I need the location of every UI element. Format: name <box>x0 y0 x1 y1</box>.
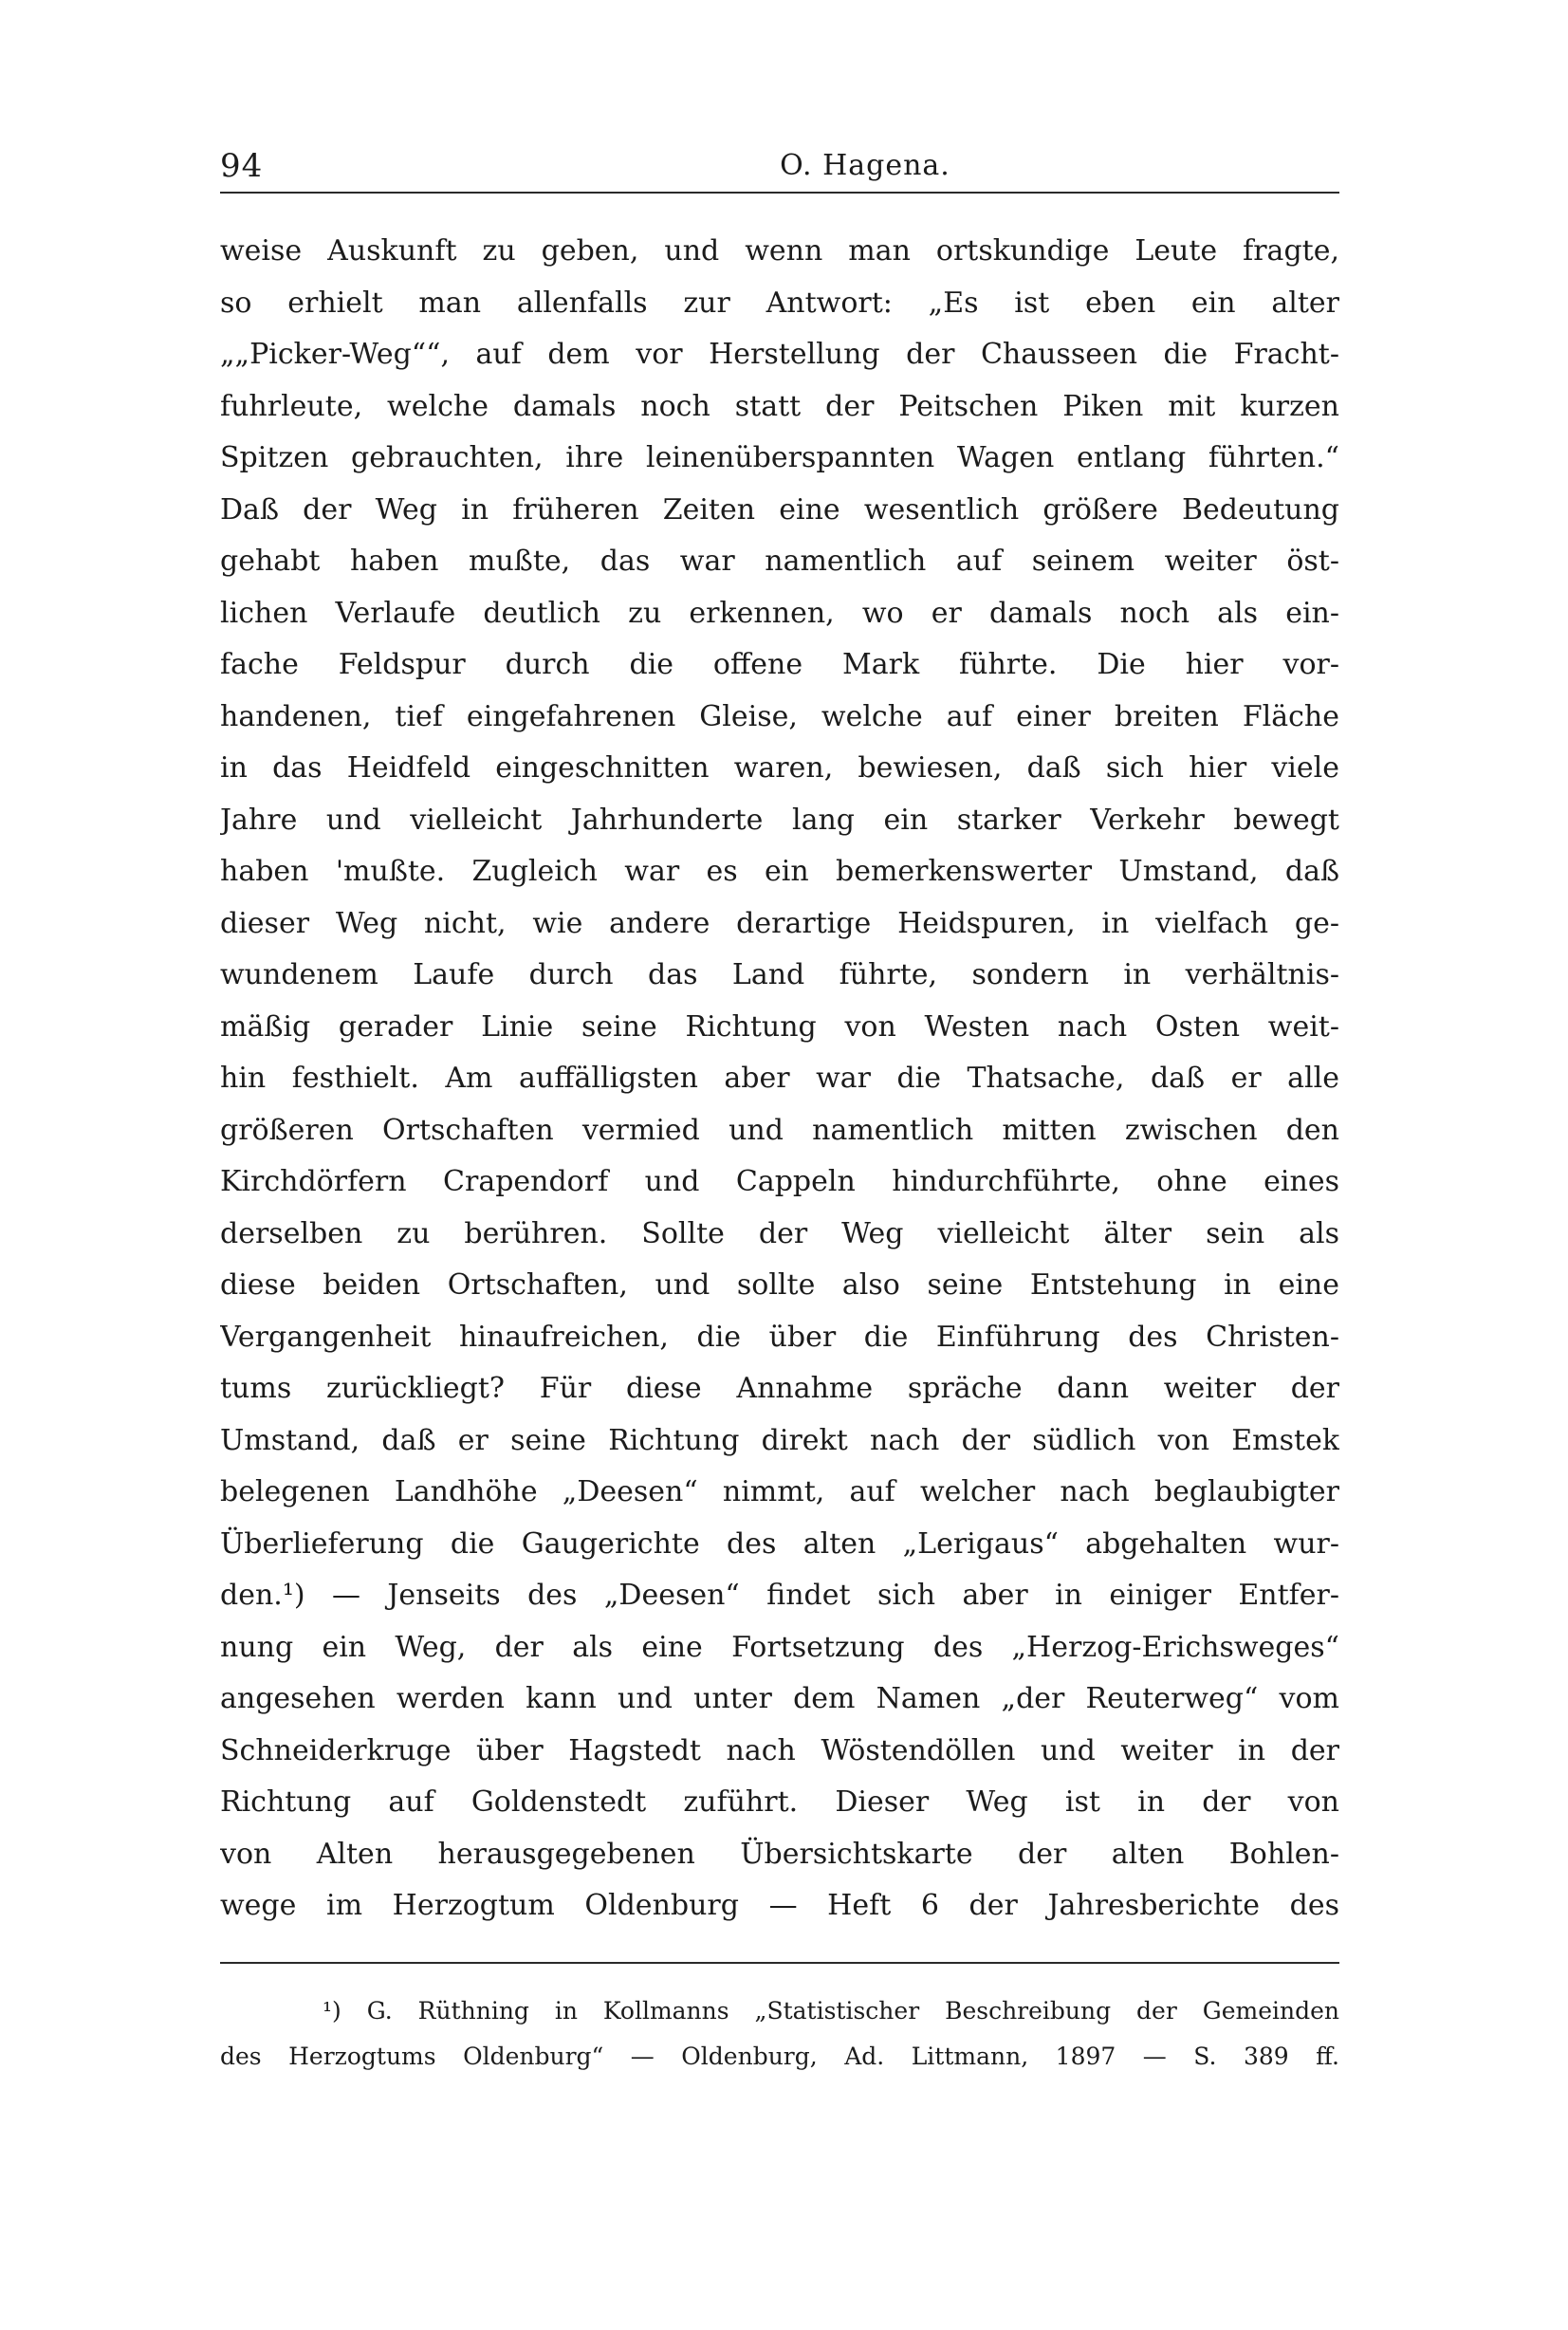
text-line: diese beiden Ortschaften, und sollte also seine Entstehung in eine <box>220 1268 1339 1302</box>
text-line: in das Heidfeld eingeschnitten waren, bewiesen, daß sich hier viele <box>220 751 1339 785</box>
text-line: den.¹) — Jenseits des „Deesen“ findet sich aber in einiger Entfer- <box>220 1579 1339 1612</box>
text-line: derselben zu berühren. Sollte der Weg vielleicht älter sein als <box>220 1216 1339 1250</box>
text-line: weise Auskunft zu geben, und wenn man ortskundige Leute fragte, <box>220 234 1339 268</box>
text-line: tums zurückliegt? Für diese Annahme spräche dann weiter der <box>220 1372 1339 1405</box>
body-text <box>220 226 1339 1932</box>
text-line: Spitzen gebrauchten, ihre leinenüberspannten Wagen entlang führten.“ <box>220 441 1339 474</box>
text-line: fuhrleute, welche damals noch statt der Peitschen Piken mit kurzen <box>220 389 1339 423</box>
footnote-line: des Herzogtums Oldenburg“ — Oldenburg, Ad. Littmann, 1897 — S. 389 ff. <box>220 2043 1339 2070</box>
text-line: fache Feldspur durch die offene Mark führte. Die hier vor- <box>220 648 1339 681</box>
footnote-rule <box>220 1962 1339 1964</box>
text-line: dieser Weg nicht, wie andere derartige Heidspuren, in vielfach ge- <box>220 906 1339 940</box>
text-line: haben 'mußte. Zugleich war es ein bemerkenswerter Umstand, daß <box>220 855 1339 888</box>
page-header <box>220 142 1339 190</box>
header-rule <box>220 192 1339 194</box>
text-line: von Alten herausgegebenen Übersichtskarte der alten Bohlen- <box>220 1837 1339 1871</box>
text-line: Richtung auf Goldenstedt zuführt. Dieser Weg ist in der von <box>220 1785 1339 1819</box>
text-line: größeren Ortschaften vermied und namentlich mitten zwischen den <box>220 1113 1339 1147</box>
text-line: nung ein Weg, der als eine Fortsetzung des „Herzog-Erichsweges“ <box>220 1630 1339 1664</box>
text-line: handenen, tief eingefahrenen Gleise, welche auf einer breiten Fläche <box>220 699 1339 733</box>
text-line: mäßig gerader Linie seine Richtung von Westen nach Osten weit- <box>220 1009 1339 1044</box>
running-head: O. Hagena. <box>780 149 950 182</box>
footnote-line: ¹) G. Rüthning in Kollmanns „Statistischer Beschreibung der Gemeinden <box>323 1997 1339 2025</box>
text-line: so erhielt man allenfalls zur Antwort: „Es ist eben ein alter <box>220 286 1339 320</box>
text-line: lichen Verlaufe deutlich zu erkennen, wo er damals noch als ein- <box>220 596 1339 630</box>
text-line: hin festhielt. Am auffälligsten aber war die Thatsache, daß er alle <box>220 1062 1339 1095</box>
text-line: Kirchdörfern Crapendorf und Cappeln hindurchführte, ohne eines <box>220 1165 1339 1198</box>
text-line: Überlieferung die Gaugerichte des alten „Lerigaus“ abgehalten wur- <box>220 1526 1339 1561</box>
page-number: 94 <box>220 147 264 185</box>
text-line: gehabt haben mußte, das war namentlich auf seinem weiter öst- <box>220 545 1339 578</box>
text-line: „„Picker-Weg““, auf dem vor Herstellung der Chausseen die Fracht- <box>220 338 1339 371</box>
text-line: Vergangenheit hinaufreichen, die über die Einführung des Christen- <box>220 1320 1339 1354</box>
text-line: Schneiderkruge über Hagstedt nach Wöstendöllen und weiter in der <box>220 1733 1339 1767</box>
text-line: wundenem Laufe durch das Land führte, sondern in verhältnis- <box>220 958 1339 991</box>
text-line: wege im Herzogtum Oldenburg — Heft 6 der Jahresberichte des <box>220 1889 1339 1922</box>
text-line: Jahre und vielleicht Jahrhunderte lang ein starker Verkehr bewegt <box>220 803 1339 837</box>
footnotes <box>220 1988 1339 2080</box>
text-line: Umstand, daß er seine Richtung direkt nach der südlich von Emstek <box>220 1423 1339 1457</box>
text-line: belegenen Landhöhe „Deesen“ nimmt, auf welcher nach beglaubigter <box>220 1475 1339 1508</box>
text-line: angesehen werden kann und unter dem Namen „der Reuterweg“ vom <box>220 1682 1339 1715</box>
text-line: Daß der Weg in früheren Zeiten eine wesentlich größere Bedeutung <box>220 492 1339 527</box>
